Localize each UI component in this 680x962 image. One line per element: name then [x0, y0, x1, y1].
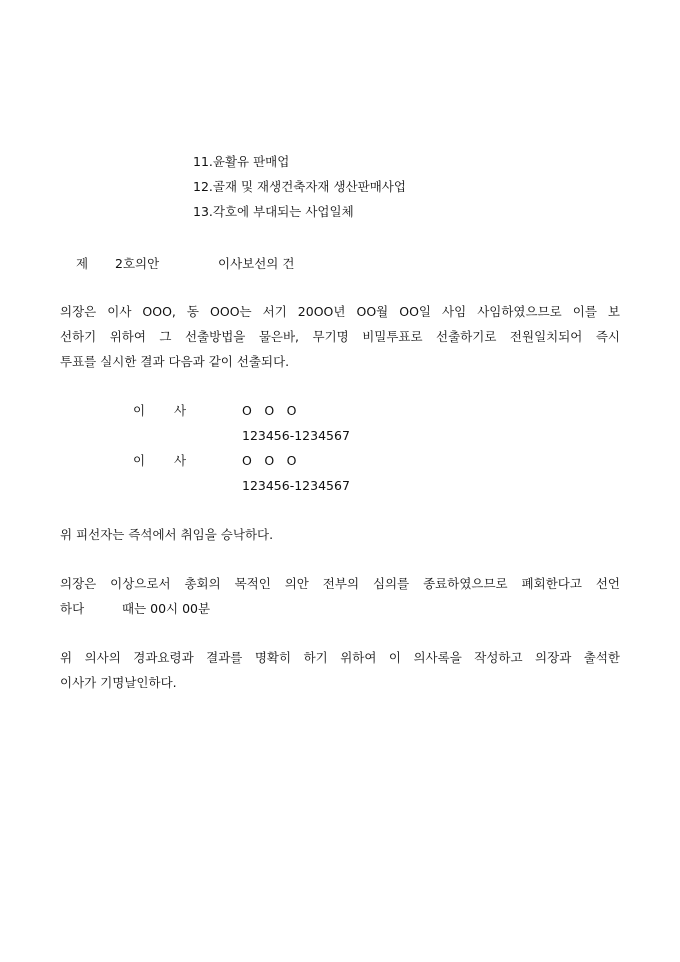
closing-paragraph-line-1: 의장은 이상으로서 총회의 목적인 의안 전부의 심의를 종료하였으므로 폐회한다고 선언 [60, 576, 620, 591]
elected-1-role-a: 이 [133, 403, 146, 418]
elected-1-role-b: 사 [174, 403, 187, 418]
minutes-paragraph-line-1: 위 의사의 경과요령과 결과를 명확히 하기 위하여 이 의사록을 작성하고 의장과 출석한 [60, 650, 620, 665]
elected-2-role-a: 이 [133, 453, 146, 468]
business-item-12: 12.골재 및 재생건축자재 생산판매사업 [193, 179, 406, 194]
elected-2-role-b: 사 [174, 453, 187, 468]
business-item-11: 11.윤활유 판매업 [193, 154, 290, 169]
resolution-paragraph-line-2: 선하기 위하여 그 선출방법을 물은바, 무기명 비밀투표로 선출하기로 전원일치되어 즉시 [60, 329, 620, 344]
minutes-paragraph-line-2: 이사가 기명날인하다. [60, 675, 177, 690]
elected-1-id-number: 123456-1234567 [242, 428, 350, 443]
resolution-paragraph-line-1: 의장은 이사 OOO, 동 OOO는 서기 20OO년 OO월 OO일 사임 사임하였으므로 이를 보 [60, 304, 620, 319]
elected-2-id-number: 123456-1234567 [242, 478, 350, 493]
agenda-prefix: 제 [76, 256, 89, 271]
closing-time: 때는 00시 00분 [122, 601, 211, 616]
resolution-paragraph-line-3: 투표를 실시한 결과 다음과 같이 선출되다. [60, 354, 290, 369]
elected-2-name: O O O [242, 453, 297, 468]
agenda-title: 이사보선의 건 [218, 256, 295, 271]
acceptance-paragraph: 위 피선자는 즉석에서 취임을 승낙하다. [60, 527, 274, 542]
elected-1-name: O O O [242, 403, 297, 418]
business-item-13: 13.각호에 부대되는 사업일체 [193, 204, 354, 219]
agenda-number: 2호의안 [115, 256, 160, 271]
closing-paragraph-line-2a: 하다 [60, 601, 85, 616]
